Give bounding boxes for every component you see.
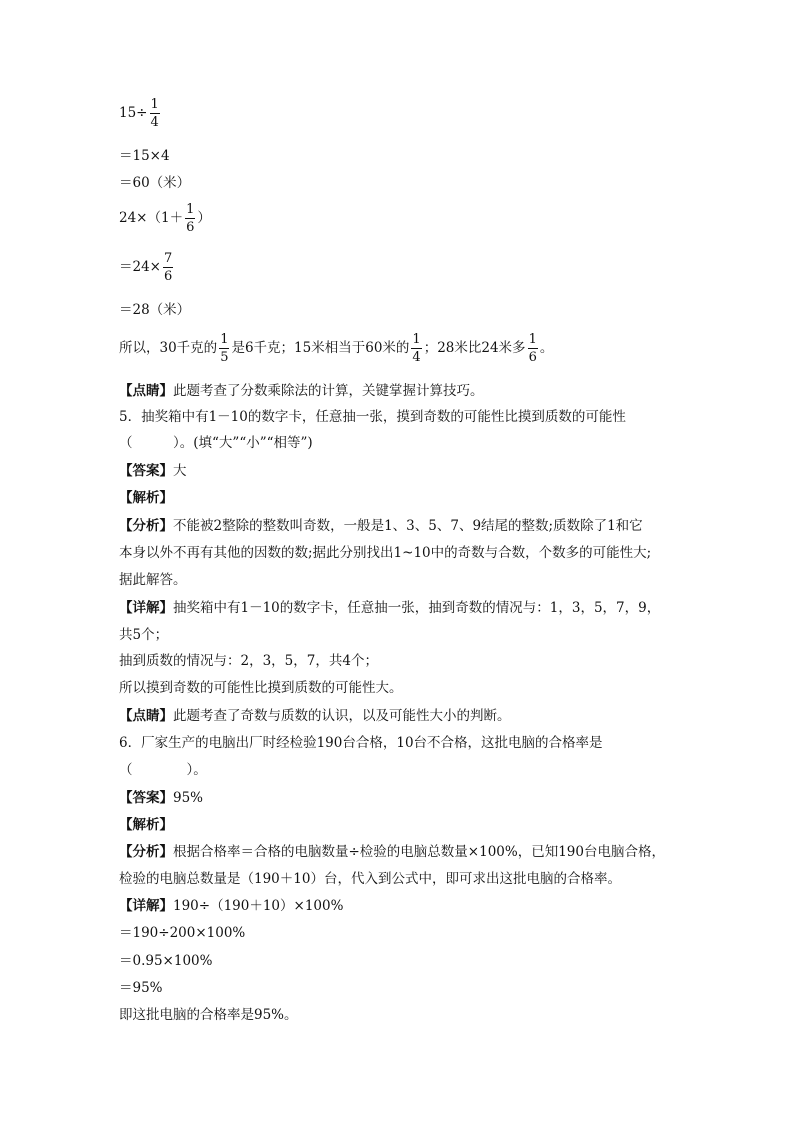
q6-question-line2: （ ）。 (119, 762, 207, 778)
fraction (411, 333, 421, 364)
xiangjie-text: 抽奖箱中有1－10的数字卡，任意抽一张，抽到奇数的情况与：1，3，5，7，9， (173, 600, 661, 616)
tip-label: 【点睛】 (119, 708, 173, 724)
xiangjie-label: 【详解】 (119, 600, 173, 616)
calc1-line3: ＝60（米） (119, 175, 191, 191)
q5-xiangjie-line2: 共5个； (119, 627, 169, 643)
fraction (150, 98, 160, 129)
fraction-numerator: 1 (412, 332, 421, 347)
q5-question-line2: （ ）。(填“大”“小”“相等”) (119, 435, 313, 451)
fraction-numerator: 1 (220, 332, 229, 347)
fraction (185, 203, 195, 234)
fraction-denominator: 4 (150, 115, 159, 130)
answer-label: 【答案】 (119, 790, 173, 806)
fenxi-label: 【分析】 (119, 518, 173, 534)
fraction-denominator: 4 (412, 350, 421, 365)
calc1-text: 15÷ (119, 105, 148, 121)
calc2-line3: ＝28（米） (119, 302, 191, 318)
summary-text: 是6千克；15米相当于60米的 (231, 340, 410, 356)
q5-answer (119, 461, 187, 481)
q6-xiangjie-line4: ＝95% (119, 980, 163, 996)
fraction-numerator: 1 (186, 202, 195, 217)
tip-text: 此题考查了分数乘除法的计算，关键掌握计算技巧。 (173, 383, 484, 399)
answer-label: 【答案】 (119, 463, 173, 479)
fenxi-text: 不能被2整除的整数叫奇数，一般是1、3、5、7、9结尾的整数;质数除了1和它 (173, 518, 643, 534)
calc2-line1 (119, 203, 211, 234)
fraction-denominator: 6 (528, 350, 537, 365)
tip4-line (119, 381, 484, 401)
fraction (528, 333, 538, 364)
tip-text: 此题考查了奇数与质数的认识，以及可能性大小的判断。 (173, 708, 511, 724)
q6-fenxi-line1 (119, 842, 665, 862)
q6-fenxi-line2: 检验的电脑总数量是（190＋10）台，代入到公式中，即可求出这批电脑的合格率。 (119, 871, 621, 887)
fraction-numerator: 1 (528, 332, 537, 347)
fenxi-label: 【分析】 (119, 844, 173, 860)
summary-text: 。 (539, 340, 554, 356)
q6-xiangjie-line2: ＝190÷200×100% (119, 925, 246, 941)
calc2-text: 24×（1＋ (119, 210, 184, 226)
q5-xiangjie-line1 (119, 598, 660, 618)
q6-analysis-label: 【解析】 (119, 817, 173, 833)
q5-fenxi-line1 (119, 516, 643, 536)
fraction-denominator: 6 (164, 269, 173, 284)
fenxi-text: 根据合格率＝合格的电脑数量÷检验的电脑总数量×100%，已知190台电脑合格， (173, 844, 665, 860)
q5-xiangjie-line3: 抽到质数的情况与：2，3，5，7，共4个； (119, 653, 378, 669)
q5-question-line1: 5．抽奖箱中有1－10的数字卡，任意抽一张，摸到奇数的可能性比摸到质数的可能性 (119, 409, 626, 425)
calc2-text: ） (197, 210, 211, 226)
summary-text: ；28米比24米多 (423, 340, 526, 356)
xiangjie-text: 190÷（190＋10）×100% (173, 898, 344, 914)
q5-analysis-label: 【解析】 (119, 490, 173, 506)
fraction (219, 333, 229, 364)
answer-value: 95% (173, 790, 204, 806)
q6-xiangjie-line3: ＝0.95×100% (119, 953, 213, 969)
answer-value: 大 (173, 463, 187, 479)
fraction-numerator: 1 (150, 97, 159, 112)
q5-fenxi-line2: 本身以外不再有其他的因数的数;据此分别找出1~10中的奇数与合数，个数多的可能性大; (119, 545, 652, 561)
q5-xiangjie-line4: 所以摸到奇数的可能性比摸到质数的可能性大。 (119, 680, 403, 696)
tip-label: 【点睛】 (119, 383, 173, 399)
summary-line (119, 333, 553, 364)
fraction-numerator: 7 (164, 251, 173, 266)
q5-fenxi-line3: 据此解答。 (119, 572, 187, 588)
q6-xiangjie-line1 (119, 896, 343, 916)
xiangjie-label: 【详解】 (119, 898, 173, 914)
calc1-line2: ＝15×4 (119, 148, 170, 164)
q6-answer (119, 788, 203, 808)
q6-conclusion: 即这批电脑的合格率是95%。 (119, 1007, 298, 1023)
q5-tip (119, 706, 511, 726)
fraction-denominator: 6 (186, 220, 195, 235)
fraction-denominator: 5 (220, 350, 229, 365)
calc2-line2 (119, 252, 175, 283)
calc2-text: ＝24× (119, 259, 161, 275)
calc1-line1 (119, 98, 162, 129)
q6-question-line1: 6．厂家生产的电脑出厂时经检验190台合格，10台不合格，这批电脑的合格率是 (119, 735, 603, 751)
summary-text: 所以，30千克的 (119, 340, 218, 356)
fraction (163, 252, 173, 283)
